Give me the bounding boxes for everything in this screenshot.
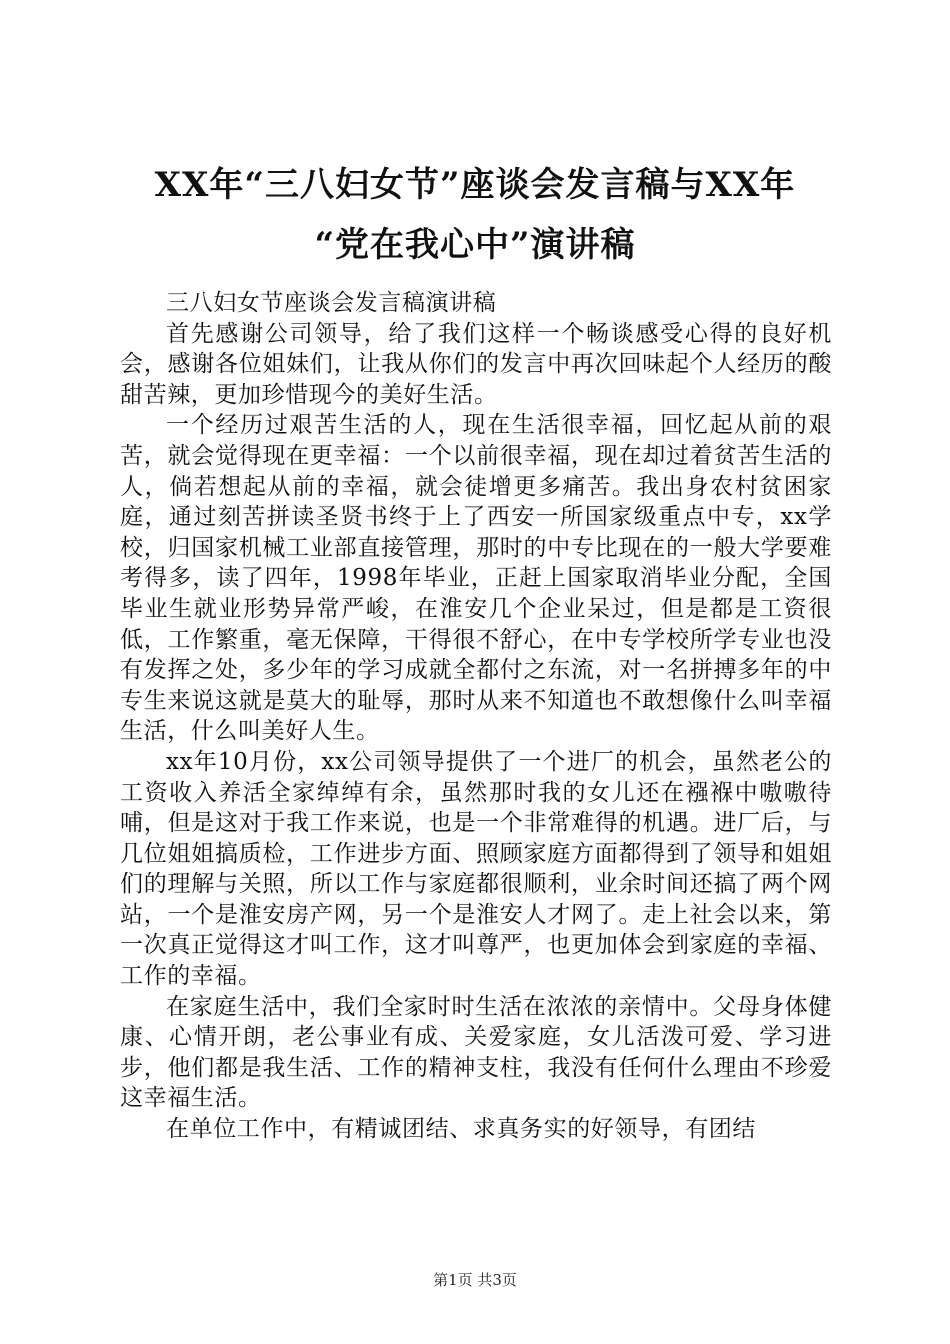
paragraph-subtitle: 三八妇女节座谈会发言稿演讲稿 [166, 290, 497, 316]
document-title-line-1: XX年“三八妇女节”座谈会发言稿与XX年 [154, 165, 796, 205]
paragraph: 在单位工作中，有精诚团结、求真务实的好领导，有团结 [166, 1116, 756, 1143]
paragraph: 首先感谢公司领导，给了我们这样一个畅谈感受心得的良好机会，感谢各位姐妹们，让我从你们的发言中再次回味起个人经历的酸甜苦辣，更加珍惜现今的美好生活。 [120, 320, 832, 408]
document-title-line-2: “党在我心中”演讲稿 [314, 225, 636, 265]
document-body [120, 288, 832, 1145]
paragraph: 一个经历过艰苦生活的人，现在生活很幸福，回忆起从前的艰苦，就会觉得现在更幸福：一个以前很幸福，现在却过着贫苦生活的人，倘若想起从前的幸福，就会徒增更多痛苦。我出身农村贫困家庭，通过刻苦拼读圣贤书终于上了西安一所国家级重点中专，xx学校，归国家机械工业部直接管理，那时的中专比现在的一般大学要难考得多，读了四年，1998年毕业，正赶上国家取消毕业分配，全国毕业生就业形势异常严峻，在淮安几个企业呆过，但是都是工资很低，工作繁重，毫无保障，干得很不舒心，在中专学校所学专业也没有发挥之处，多少年的学习成就全都付之东流，对一名拼搏多年的中专生来说这就是莫大的耻辱，那时从来不知道也不敢想像什么叫幸福生活，什么叫美好人生。 [120, 412, 832, 745]
paragraph: 在家庭生活中，我们全家时时生活在浓浓的亲情中。父母身体健康、心情开朗，老公事业有成、关爱家庭，女儿活泼可爱、学习进步，他们都是我生活、工作的精神支柱，我没有任何什么理由不珍爱这幸福生活。 [120, 993, 832, 1112]
page-footer: 第1页 共3页 [433, 1271, 517, 1289]
paragraph: xx年10月份，xx公司领导提供了一个进厂的机会，虽然老公的工资收入养活全家绰绰有余，虽然那时我的女儿还在襁褓中嗷嗷待哺，但是这对于我工作来说，也是一个非常难得的机遇。进厂后，与几位姐姐搞质检，工作进步方面、照顾家庭方面都得到了领导和姐姐们的理解与关照，所以工作与家庭都很顺利，业余时间还搞了两个网站，一个是淮安房产网，另一个是淮安人才网了。走上社会以来，第一次真正觉得这才叫工作，这才叫尊严，也更加体会到家庭的幸福、工作的幸福。 [120, 748, 832, 990]
